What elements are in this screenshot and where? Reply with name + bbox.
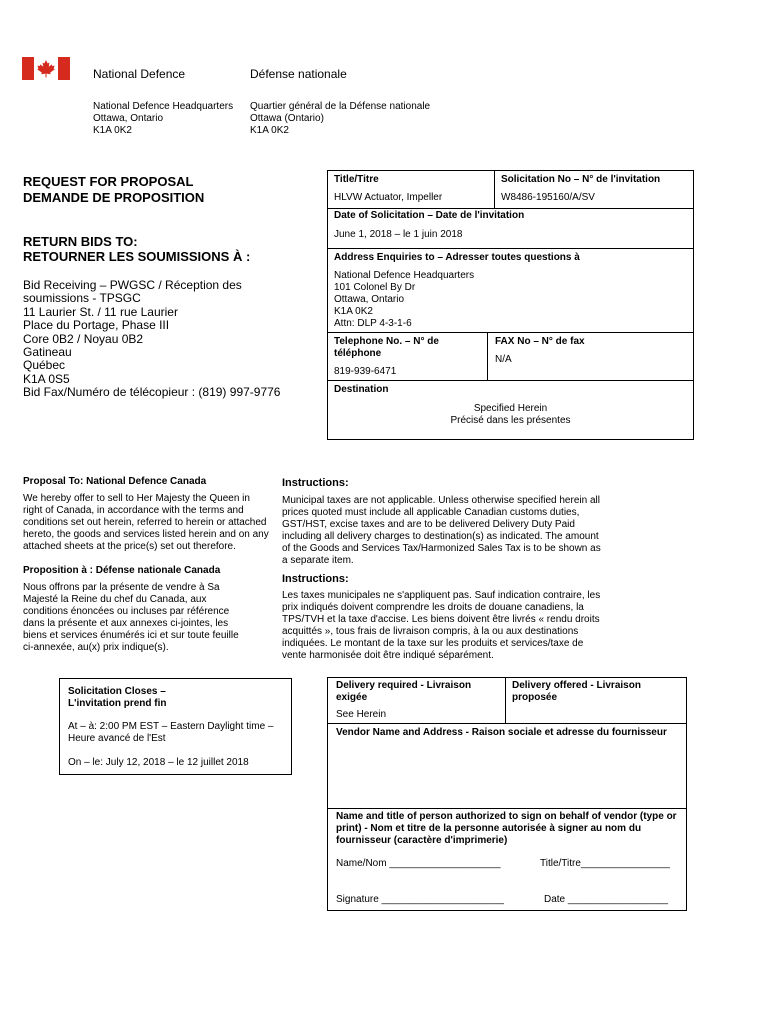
dept-name-en: National Defence [93, 67, 186, 81]
instructions-heading-en: Instructions: [282, 477, 349, 489]
address-en: National Defence Headquarters Ottawa, Ontario K1A 0K2 [93, 101, 234, 136]
title-label: Title/Titre [334, 174, 379, 185]
destination-label: Destination [334, 384, 389, 395]
solicitation-date-value: June 1, 2018 – le 1 juin 2018 [334, 229, 463, 240]
dept-name-fr: Défense nationale [250, 67, 347, 81]
closing-time: At – à: 2:00 PM EST – Eastern Daylight time – Heure avancé de l'Est [68, 721, 274, 744]
delivery-required-value: See Herein [336, 709, 387, 720]
instructions-body-fr: Les taxes municipales ne s'appliquent pas. Sauf indication contraire, les prix indiqués doivent comprendre les droits de douane canadiens, la TPS/TVH et la taxe d'accise. Les biens doivent être livrés « rendu droits acquittés », tous frais de livraison compris, à la ou aux destinations indiquées. Le montant de la taxe sur les produits et services/taxe de vente harmonisée doit être indiqué séparément. [282, 590, 601, 661]
return-bids-heading-fr: RETOURNER LES SOUMISSIONS À : [23, 249, 251, 264]
proposal-heading-en: Proposal To: National Defence Canada [23, 476, 207, 487]
authorized-person-label: Name and title of person authorized to sign on behalf of vendor (type or print) - Nom et titre de la personne autorisée à signer au nom du fournisseur (caractère d'imprimerie) [336, 811, 677, 846]
delivery-required-label: Delivery required - Livraison exigée [336, 680, 472, 703]
address-fr: Quartier général de la Défense nationale Ottawa (Ontario) K1A 0K2 [250, 101, 431, 136]
enquiries-address: National Defence Headquarters 101 Colonel By Dr Ottawa, Ontario K1A 0K2 Attn: DLP 4-3-1-6 [334, 270, 475, 329]
fax-value: N/A [495, 354, 512, 365]
telephone-value: 819-939-6471 [334, 366, 397, 377]
instructions-heading-fr: Instructions: [282, 573, 349, 585]
delivery-offered-label: Delivery offered - Livraison proposée [512, 680, 641, 703]
vendor-name-address-label: Vendor Name and Address - Raison sociale et adresse du fournisseur [336, 727, 667, 738]
return-bids-address: Bid Receiving – PWGSC / Réception des soumissions - TPSGC 11 Laurier St. / 11 rue Laurier Place du Portage, Phase III Core 0B2 / Noyau 0B2 Gatineau Québec K1A 0S5 Bid Fax/Numéro de télécopieur : (819) 997-9776 [23, 278, 281, 400]
document-title-en: REQUEST FOR PROPOSAL [23, 174, 194, 189]
flag-right-band [58, 57, 70, 80]
flag-left-band [22, 57, 34, 80]
enquiries-label: Address Enquiries to – Adresser toutes questions à [334, 252, 580, 263]
fax-label: FAX No – N° de fax [495, 336, 585, 347]
closing-date: On – le: July 12, 2018 – le 12 juillet 2018 [68, 757, 249, 768]
solicitation-date-label: Date of Solicitation – Date de l'invitation [334, 210, 525, 221]
closing-heading: Solicitation Closes – L'invitation prend fin [68, 686, 167, 709]
proposal-body-fr: Nous offrons par la présente de vendre à Sa Majesté la Reine du chef du Canada, aux conditions énoncées ou incluses par référence dans la présente et aux annexes ci-jointes, les biens et services énumérés ici et sur toute feuille ci-annexée, au(x) prix indique(s). [23, 582, 239, 653]
solicitation-number-value: W8486-195160/A/SV [501, 192, 595, 203]
date-field[interactable]: Date __________________ [544, 894, 669, 905]
canada-flag-logo [22, 57, 70, 80]
document-title-fr: DEMANDE DE PROPOSITION [23, 190, 205, 205]
return-bids-heading-en: RETURN BIDS TO: [23, 234, 138, 249]
instructions-body-en: Municipal taxes are not applicable. Unless otherwise specified herein all prices quoted must include all applicable Canadian customs duties, GST/HST, excise taxes and are to be delivered Delivery Duty Paid including all delivery charges to destination(s) as indicated. The amount of the Goods and Services Tax/Harmonized Sales Tax is to be shown as a separate item. [282, 495, 601, 566]
title-value: HLVW Actuator, Impeller [334, 192, 443, 203]
proposal-body-en: We hereby offer to sell to Her Majesty the Queen in right of Canada, in accordance with the terms and conditions set out herein, referred to herein or attached hereto, the goods and services listed herein and on any attached sheets at the price(s) set out therefore. [23, 493, 269, 552]
telephone-label: Telephone No. – N° de téléphone [334, 336, 439, 359]
solicitation-number-label: Solicitation No – N° de l'invitation [501, 174, 661, 185]
title-field[interactable]: Title/Titre________________ [540, 858, 670, 869]
signature-field[interactable]: Signature ______________________ [336, 894, 504, 905]
destination-value: Specified Herein Précisé dans les présentes [450, 403, 571, 426]
proposal-heading-fr: Proposition à : Défense nationale Canada [23, 565, 221, 576]
name-field[interactable]: Name/Nom ____________________ [336, 858, 501, 869]
flag-icon [22, 57, 70, 80]
